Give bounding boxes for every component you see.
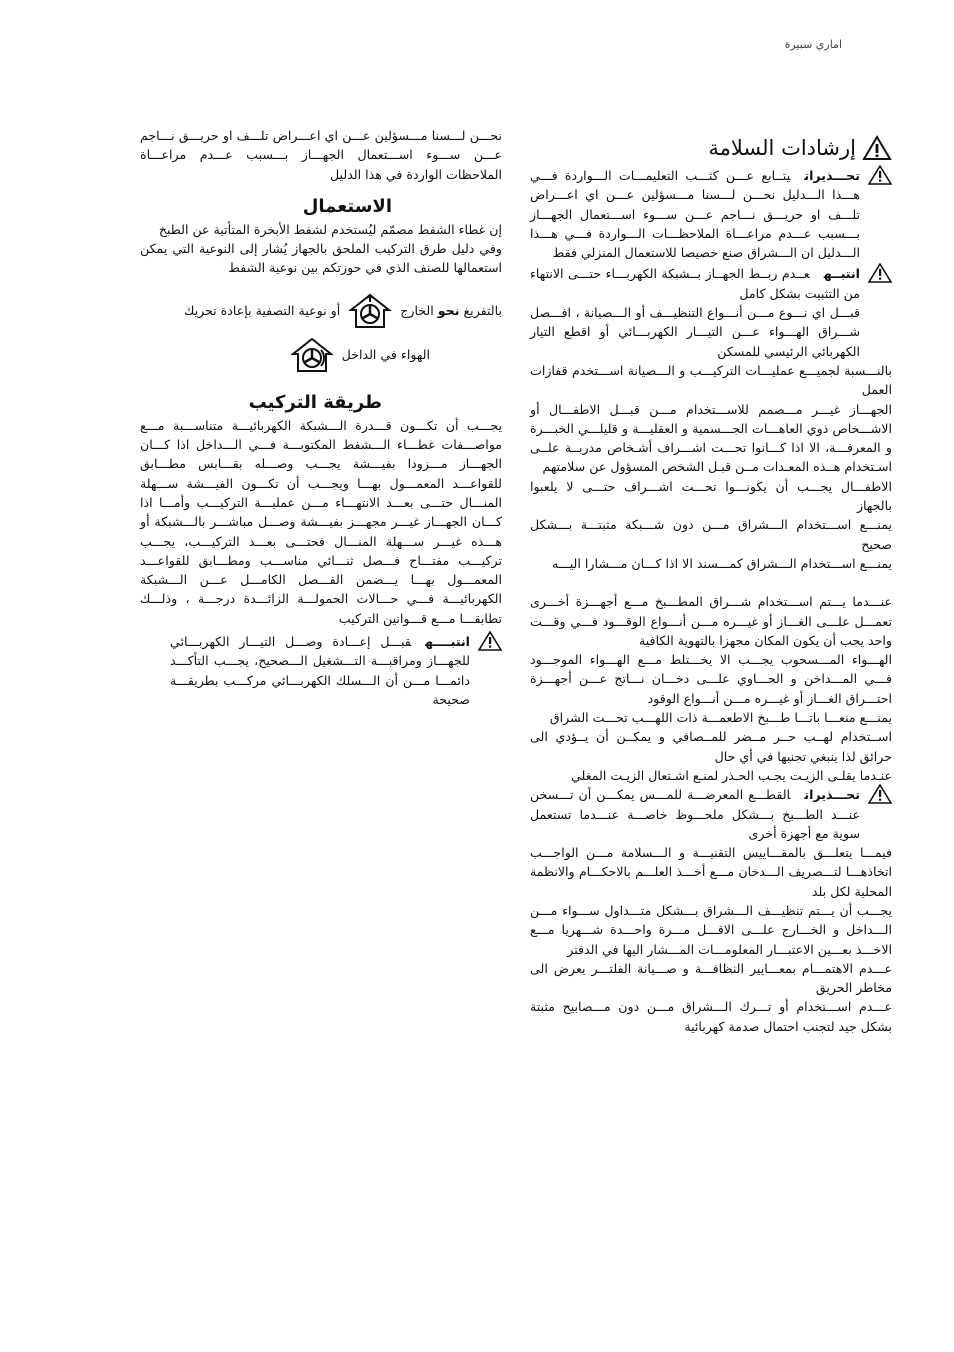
safety-title-text: إرشادات السلامة [708,136,856,160]
install-notice-label: انتبــــه [425,634,470,650]
intro-paragraph: نحـــن لـــسنا مـــسؤلين عـــن اي اعـــراض تلـــف او حريـــق نـــاجم عـــن ســـوء اســـتعمال الجهـــاز بـــسبب عـــدم مراعـــاة الملاحظات الواردة في هذا الدليل [140,128,502,182]
install-title: طريقة التركيب [248,391,382,413]
recirculation-text: أو نوعية التصفية بإعادة تحريك [183,303,341,319]
install-notice-block [140,632,502,709]
safety-paragraph: عنـــدما يـــتم اســـتخدام شـــراق المطـــبخ مـــع أجهـــزة أخـــرى تعمـــل علـــى الغـــاز أو غيـــره مـــن أنـــواع الوقـــود فـــي وقـــت واحد يجب أن يكون المكان مجهزا بالتهوية الكافية [530,594,892,648]
safety-paragraph: عـــدم اســـتخدام أو تـــرك الـــشراق مـــن دون مـــصابيح مثبتة بشكل جيد لتجنب احتمال صدمة كهربائية [530,999,892,1034]
warning-icon [862,135,892,161]
notice-block [530,264,892,360]
recirculation-mode-icon [290,336,334,374]
recirculation-text-2: الهواء في الداخل [341,347,430,363]
warnings-text: يتــابع عـــن كثـــب التعليمـــات الـــواردة فـــي هـــذا الـــدليل نحـــن لـــسنا مـــسؤلين عـــن اي اعـــراض تلـــف او حريـــق نـــاجم عـــن ســـوء اســـتعمال الجهـــاز بـــسبب عـــدم مراعـــاة الملاحظـــات الـــواردة فـــي هـــذا الـــدليل ان الـــشراق صنع خصيصا للاستعمال المنزلي فقط [530,168,860,261]
safety-paragraph: يمنـــع منعـــا باتـــا طـــبخ الاطعمـــة ذات اللهـــب تحـــت الشراق [549,710,892,726]
safety-paragraph: فيمـــا يتعلـــق بالمقـــاييس التقنيـــة و الـــسلامة مـــن الواجـــب اتخاذهـــا لتـــصريف الـــدخان مـــع أخـــذ العلـــم بالاحكـــام والانظمة المحلية لكل بلد [530,845,892,899]
usage-paragraph: وفي دليل طرق التركيب الملحق بالجهاز يُشار إلى النوعية التي يمكن استعمالها للصنف الذي في حوزتكم بين نوعية الشفط [140,241,502,276]
recirculation-row [140,336,502,374]
warning-icon [868,784,892,804]
safety-paragraph: عـــدم الاهتمـــام بمعـــايير النظافـــة و صـــيانة الفلتـــر يعرض الى مخاطر الحريق [530,960,892,996]
warning-icon [478,631,502,651]
notice-label: انتبــه [823,266,860,282]
safety-paragraph: يجـــب أن يـــتم تنظيـــف الـــشراق بـــشكل متـــداول ســـواء مـــن الـــداخل و الخـــارج علـــى الاقـــل مـــرة واحـــدة شـــهريا مـــع الاخـــذ بعـــين الاعتبـــار المعلومـــات المـــشار اليها في الدفتر [530,902,892,957]
header-brand: اماري سبيرة [784,38,842,51]
usage-paragraph: إن غطاء الشفط مصمّم ليُستخدم لشفط الأبخرة المتأتية عن الطبخ [158,221,502,237]
warning-block-2 [530,785,892,843]
install-notice-text: قبـــل إعـــادة وصـــل التيـــار الكهربـــائي للجهـــاز ومراقبـــة التـــشغيل الـــصحيح، يجـــب التأكـــد دائمـــا مـــن أن الـــسلك الكهربـــائي مركـــب بطريقـــة صحيحة [170,634,470,707]
usage-column [140,126,502,709]
safety-paragraph: اســتخدام لهــب حــر مــضر للمــصافي و يمكــن أن يــؤدي الى حرائق لذا ينبغي تجنبها في أي حال [530,729,892,764]
safety-paragraph: الجهـــاز غيـــر مـــصمم للاســـتخدام مـــن قبـــل الاطفـــال أو الاشـــخاص ذوي العاهـــات الجـــسمية و العقليـــة و قليلـــي الخبـــرة و المعرفـــة، الا اذا كـــانوا تحـــت اشـــراف أشـخاص مدربــة علــى اسـتخدام هــذه المعـدات مــن قبـل الشخص المسؤول عن سلامتهم [530,401,892,475]
safety-column [530,134,892,1036]
warning-icon [868,165,892,185]
safety-paragraph: الهـــواء المـــسحوب يجـــب الا يخـــتلط مـــع الهـــواء الموجـــود فـــي المـــداخن و الحـــاوي علـــى دخـــان نـــاتج عـــن أجهـــزة احتـــراق الغـــاز أو غيـــره مـــن أنـــواع الوقود [530,652,892,706]
warnings2-label: تحـــذيرات [804,787,860,803]
safety-paragraph: يمنـــع اســـتخدام الـــشراق كمـــسند الا اذا كـــان مـــشارا اليـــه [551,555,892,571]
notice-text-2: قبـــل اي نـــوع مـــن أنـــواع التنظيـــف أو الـــصيانة ، افـــصل شـــراق الهـــواء عـــن التيـــار الكهربـــائي أو اقطع التيار الكهربائي الرئيسي للمسكن [530,305,860,359]
safety-paragraph: الاطفـــال يجـــب أن يكونـــوا تحـــت اشـــراف حتـــى لا يلعبوا بالجهاز [530,478,892,514]
safety-paragraph: يمنـــع اســـتخدام الـــشراق مـــن دون شـــبكة مثبتـــة بـــشكل صحيح [530,517,892,552]
warning-block [530,166,892,262]
safety-title [530,134,892,162]
warnings-label: تحـــذيرات [804,168,860,183]
exhaust-mode-icon [348,292,392,330]
warning-icon [868,263,892,283]
install-paragraph: يجـــب أن تكـــون قـــدرة الـــشبكة الكهربائيـــة متناســـبة مـــع مواصـــفات غطـــاء الـــشفط المكتوبـــة فـــي الـــداخل اذا كـــان الجهـــاز مـــزودا بفيـــشة يجـــب وصـــله بقـــابس مطـــابق للقواعـــد المعمـــول بهـــا ويجـــب أن تكـــون الفيـــشة ســـهلة المنـــال حتـــى بعـــد الانتهـــاء مـــن عمليـــة التركيـــب وأمـــا اذا كـــان الجهـــاز غيـــر مجهـــز بفيـــشة وصـــل مباشـــر بالـــشبكة أو هـــذه غيـــر ســـهلة المنـــال فحتـــى بعـــد التركيـــب، يجـــب تركيـــب مفتـــاح فـــصل ثنـــائي مناســـب ومطـــابق للقواعـــد المعمـــول بهـــا يـــضمن الفـــصل الكامـــل عـــن الـــشبكة الكهربائيـــة فـــي حـــالات الحمولـــة الزائـــدة درجـــة ، وذلـــك تطابقـــا مـــع قـــوانين التركيب [140,417,502,626]
warnings2-text: القطـــع المعرضـــة للمـــس يمكـــن أن تـــسخن عنـــد الطـــبخ بـــشكل ملحـــوظ خاصـــة عنـــدما تستعمل سوية مع أجهزة أخرى [530,787,860,841]
usage-title: الاستعمال [302,195,392,217]
notice-text: عــدم ربــط الجهــاز بــشبكة الكهربـــاء حتـــى الانتهاء من التثبيت بشكل كامل [530,266,860,301]
exhaust-row [140,292,502,330]
safety-paragraph: عنـدما يقلـى الزيـت يجـب الحـذر لمنـع اشـتعال الزيـت المغلي [571,767,892,783]
exhaust-text: بالتفريغ نحو الخارج [400,303,502,319]
safety-paragraph: بالنـــسبة لجميـــع عمليـــات التركيـــب و الـــصيانة اســـتخدم قفازات العمل [530,362,892,398]
